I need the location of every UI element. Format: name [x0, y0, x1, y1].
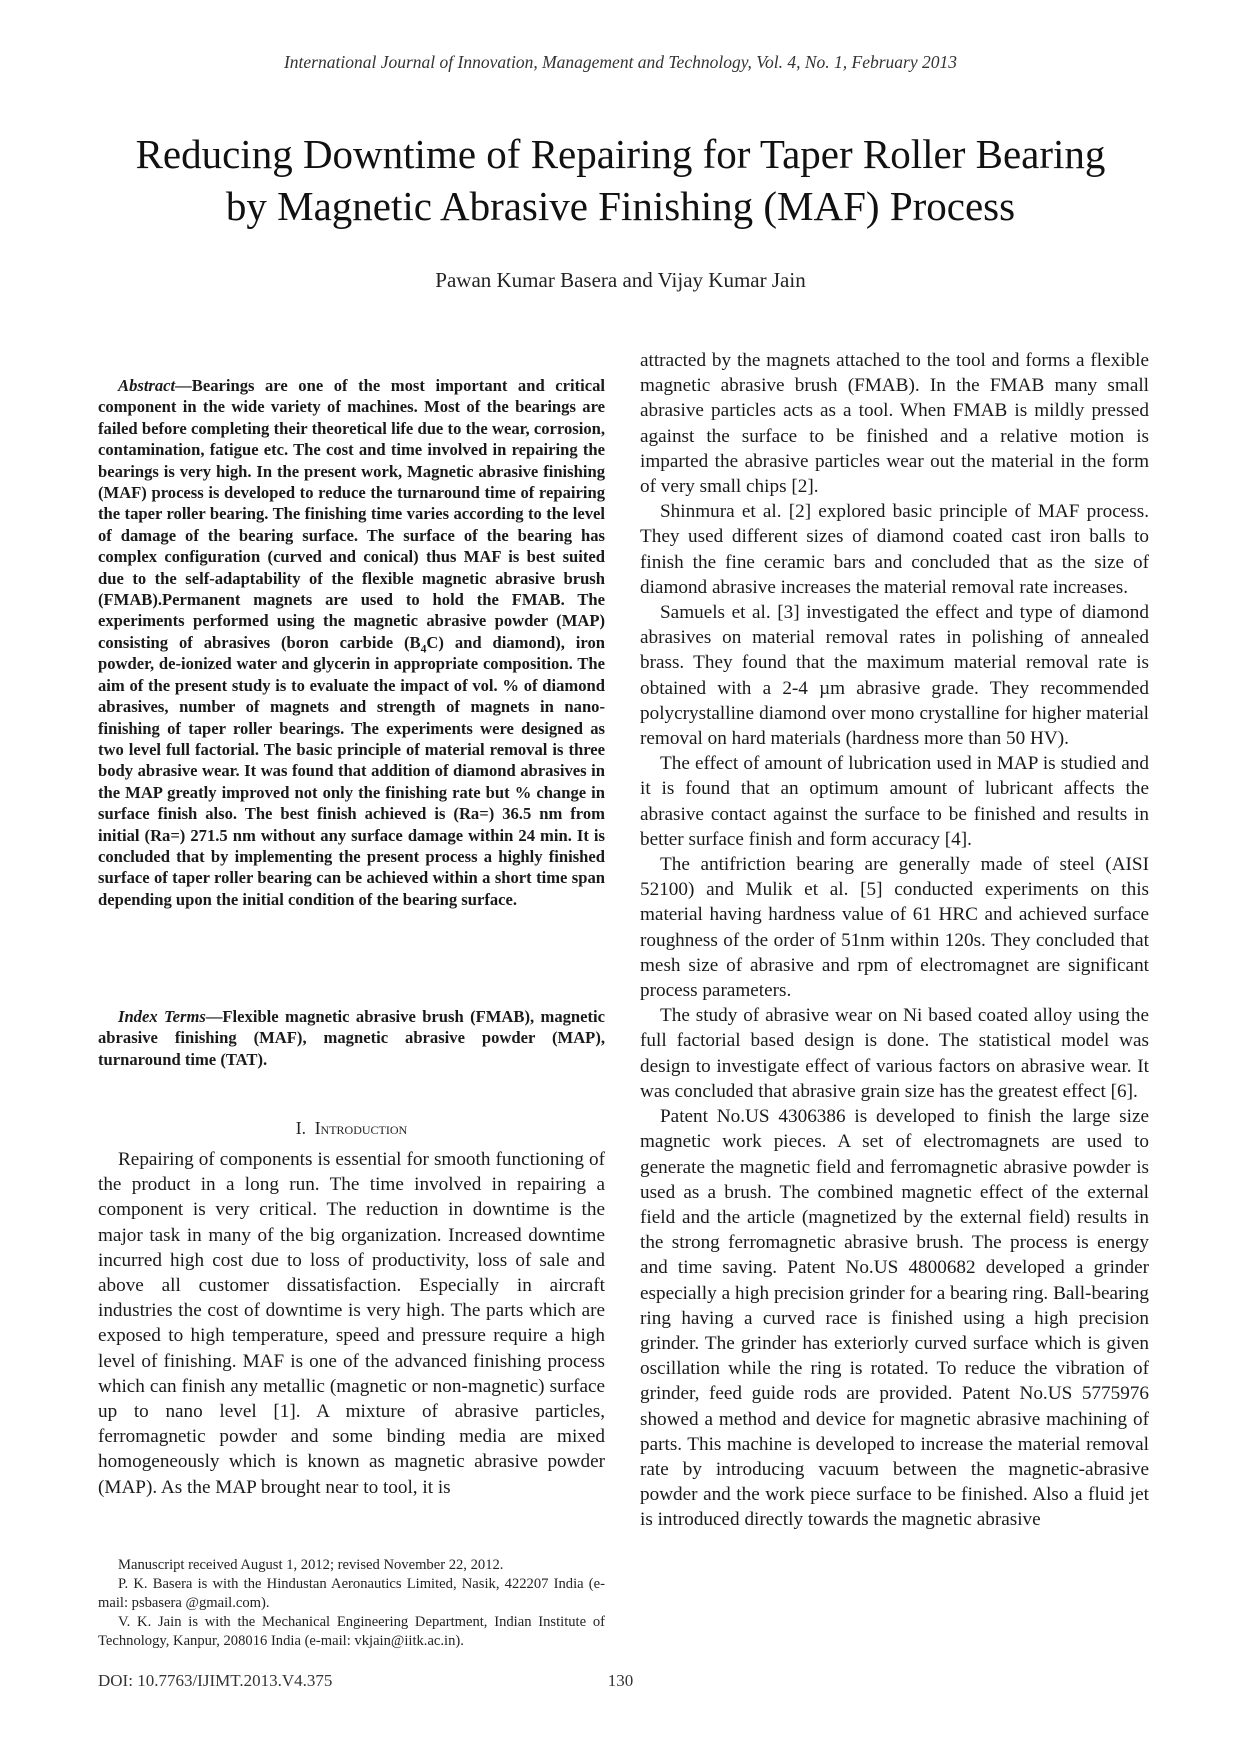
paper-title	[100, 128, 1141, 232]
page-number: 130	[607, 1671, 634, 1690]
abstract-subscript: 4	[420, 642, 427, 656]
paragraph-shinmura: Shinmura et al. [2] explored basic principle of MAF process. They used different sizes of diamond coated cast iron balls to finish the fine ceramic bars and concluded that as the size of diamond abrasive increases the material removal rate increases.	[640, 501, 1149, 598]
section-number: I.	[295, 1118, 306, 1138]
section-heading-introduction	[98, 1118, 605, 1139]
paragraph-abrasive-wear: The study of abrasive wear on Ni based coated alloy using the full factorial based design is done. The statistical model was design to investigate effect of various factors on abrasive wear. It was concluded that abrasive grain size has the greatest effect [6].	[640, 1005, 1149, 1102]
footnote-author-1: P. K. Basera is with the Hindustan Aeronautics Limited, Nasik, 422207 India (e-mail: psbasera @gmail.com).	[98, 1576, 605, 1611]
footnote-manuscript: Manuscript received August 1, 2012; revised November 22, 2012.	[118, 1557, 504, 1573]
paragraph-antifriction: The antifriction bearing are generally made of steel (AISI 52100) and Mulik et al. [5] conducted experiments on this material having hardness value of 61 HRC and achieved surface roughness of the order of 51nm within 120s. They concluded that mesh size of abrasive and rpm of electromagnet are significant process parameters.	[640, 854, 1149, 1002]
title-line-2: by Magnetic Abrasive Finishing (MAF) Process	[225, 183, 1016, 229]
paragraph-samuels: Samuels et al. [3] investigated the effect and type of diamond abrasives on material removal rates in polishing of annealed brass. They found that the maximum material removal rate is obtained with a 2-4 µm abrasive grade. They recommended polycrystalline diamond over mono crystalline for higher material removal on hard materials (hardness more than 50 HV).	[640, 602, 1149, 750]
index-terms-label: Index Terms	[118, 1007, 206, 1026]
abstract	[98, 375, 605, 910]
paragraph-continuation: attracted by the magnets attached to the tool and forms a flexible magnetic abrasive brush (FMAB). In the FMAB many small abrasive particles acts as a tool. When FMAB is mildly pressed against the surface to be finished and a relative motion is imparted the abrasive particles wear out the material in the form of very small chips [2].	[640, 350, 1149, 498]
abstract-text-a: —Bearings are one of the most important and critical component in the wide variety of machines. Most of the bearings are failed before completing their theoretical life due to the wear, corrosion, contamination, fatigue etc. The cost and time involved in repairing the bearings is very high. In the present work, Magnetic abrasive finishing (MAF) process is developed to reduce the turnaround time of repairing the taper roller bearing. The finishing time varies according to the level of damage of the bearing surface. The surface of the bearing has complex configuration (curved and conical) thus MAF is best suited due to the self-adaptability of the flexible magnetic abrasive brush (FMAB).Permanent magnets are used to hold the FMAB. The experiments performed using the magnetic abrasive powder (MAP) consisting of abrasives (boron carbide (B	[98, 376, 605, 652]
authors: Pawan Kumar Basera and Vijay Kumar Jain	[435, 268, 806, 292]
right-column	[640, 348, 1149, 1533]
title-line-1: Reducing Downtime of Repairing for Taper Roller Bearing	[135, 131, 1106, 177]
index-terms	[98, 1006, 605, 1070]
abstract-text-b: C) and diamond), iron powder, de-ionized water and glycerin in appropriate composition. The aim of the present study is to evaluate the impact of vol. % of diamond abrasives, number of magnets and strength of magnets in nano-finishing of taper roller bearings. The experiments were designed as two level full factorial. The basic principle of material removal is three body abrasive wear. It was found that addition of diamond abrasives in the MAP greatly improved not only the finishing rate but % change in surface finish also. The best finish achieved is (Ra=) 36.5 nm from initial (Ra=) 271.5 nm without any surface damage within 24 min. It is concluded that by implementing the present process a highly finished surface of taper roller bearing can be achieved within a short time span depending upon the initial condition of the bearing surface.	[98, 632, 606, 909]
introduction-body	[98, 1147, 605, 1500]
footnote-author-2: V. K. Jain is with the Mechanical Engineering Department, Indian Institute of Technology, Kanpur, 208016 India (e-mail: vkjain@iitk.ac.in).	[98, 1614, 605, 1649]
footnotes	[98, 1556, 605, 1651]
intro-paragraph: Repairing of components is essential for smooth functioning of the product in a long run. The time involved in repairing a component is very critical. The reduction in downtime is the major task in many of the big organization. Increased downtime incurred high cost due to loss of productivity, loss of sale and above all customer dissatisfaction. Especially in aircraft industries the cost of downtime is very high. The parts which are exposed to high temperature, speed and pressure require a high level of finishing. MAF is one of the advanced finishing process which can finish any metallic (magnetic or non-magnetic) surface up to nano level [1]. A mixture of abrasive particles, ferromagnetic powder and some binding media are mixed homogeneously which is known as magnetic abrasive powder (MAP). As the MAP brought near to tool, it is	[98, 1149, 605, 1498]
paragraph-lubrication: The effect of amount of lubrication used in MAP is studied and it is found that an optimum amount of lubricant affects the abrasive contact against the surface to be finished and results in better surface finish and form accuracy [4].	[640, 753, 1149, 850]
index-terms-text: —Flexible magnetic abrasive brush (FMAB), magnetic abrasive finishing (MAF), magnetic abrasive powder (MAP), turnaround time (TAT).	[98, 1007, 606, 1069]
journal-header: International Journal of Innovation, Management and Technology, Vol. 4, No. 1, February 2013	[283, 52, 958, 72]
section-title: Introduction	[314, 1118, 408, 1138]
paragraph-patents: Patent No.US 4306386 is developed to finish the large size magnetic work pieces. A set of electromagnets are used to generate the magnetic field and ferromagnetic abrasive powder is used as a brush. The combined magnetic effect of the external field and the article (magnetized by the external field) results in the strong ferromagnetic abrasive brush. The process is energy and time saving. Patent No.US 4800682 developed a grinder especially a high precision grinder for a bearing ring. Ball-bearing ring having a curved race is finished using a high precision grinder. The grinder has exteriorly curved surface which is given oscillation while the ring is rotated. To reduce the vibration of grinder, feed guide rods are provided. Patent No.US 5775976 showed a method and device for magnetic abrasive machining of parts. This machine is developed to increase the material removal rate by introducing vacuum between the magnetic-abrasive powder and the work piece surface to be finished. Also a fluid jet is introduced directly towards the magnetic abrasive	[640, 1106, 1149, 1531]
abstract-label: Abstract	[118, 376, 176, 395]
doi: DOI: 10.7763/IJIMT.2013.V4.375	[98, 1671, 333, 1690]
